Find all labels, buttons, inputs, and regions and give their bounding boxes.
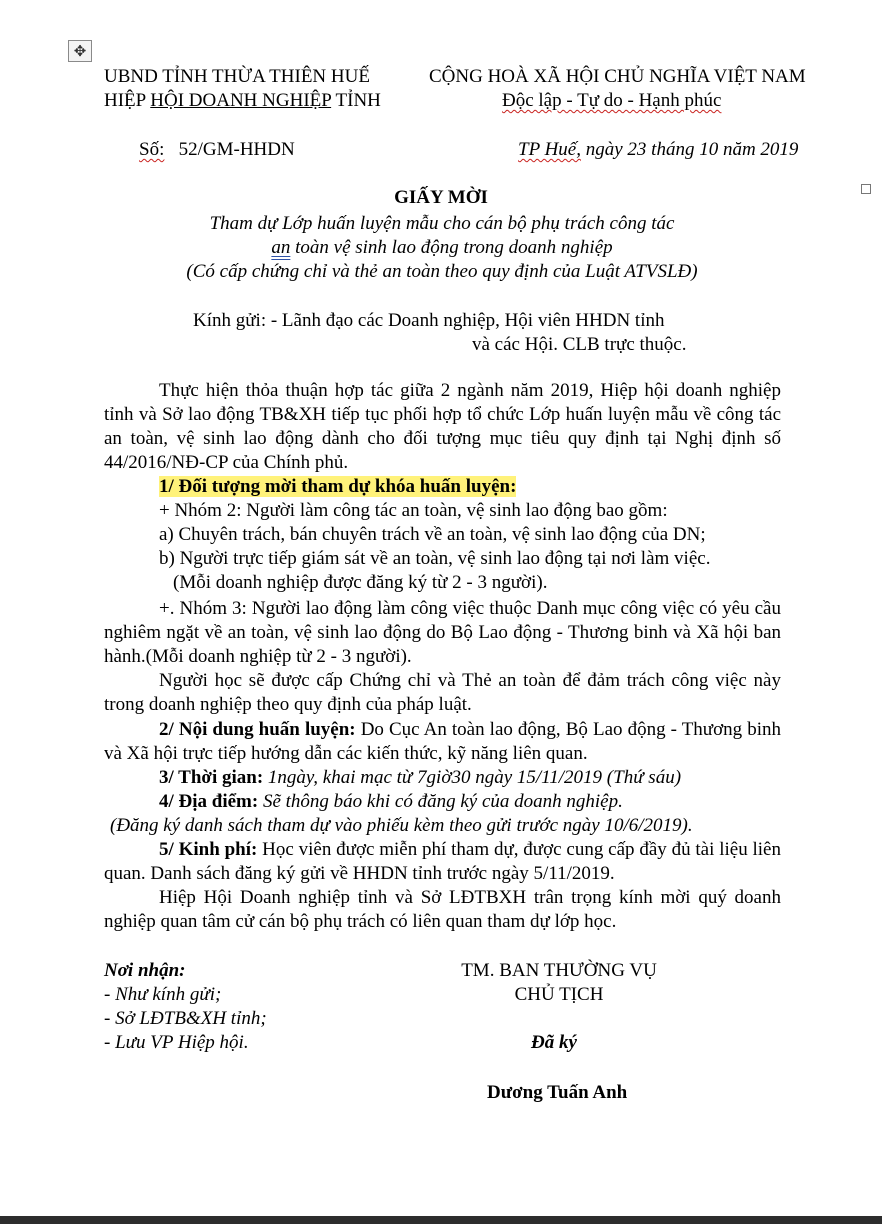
section-2-paragraph (104, 718, 781, 766)
section-3-text: 1ngày, khai mạc từ 7giờ30 ngày 15/11/2019 (Thứ sáu) (263, 767, 682, 788)
section-4-note: (Đăng ký danh sách tham dự vào phiếu kèm theo gửi trước ngày 10/6/2019). (110, 815, 693, 836)
doc-subtitle-2-rest: toàn vệ sinh lao động trong doanh nghiệp (290, 237, 613, 258)
group-2-note: (Mỗi doanh nghiệp được đăng ký từ 2 - 3 người). (173, 572, 548, 593)
group-2-item-a: a) Chuyên trách, bán chuyên trách về an toàn, vệ sinh lao động của DN; (159, 524, 706, 545)
section-5-text: Học viên được miễn phí tham dự, được cung cấp đầy đủ tài liệu liên quan. Danh sách đăng ký gửi về HHDN tỉnh trước ngày 5/11/2019. (104, 839, 781, 884)
group-2-item-b: b) Người trực tiếp giám sát về an toàn, vệ sinh lao động tại nơi làm việc. (159, 548, 711, 569)
issuer-line-2-prefix: HIỆP (104, 90, 151, 111)
recipient-item: - Sở LĐTB&XH tỉnh; (104, 1008, 267, 1029)
doc-subtitle-1: Tham dự Lớp huấn luyện mẫu cho cán bộ phụ trách công tác (209, 213, 675, 234)
doc-date-text: ngày 23 tháng 10 năm 2019 (580, 139, 799, 160)
recipients-line-2 (472, 333, 686, 357)
section-1-heading (159, 475, 516, 499)
section-2-text: Do Cục An toàn lao động, Bộ Lao động - Thương binh và Xã hội trực tiếp hướng dẫn các kiến thức, kỹ năng liên quan. (104, 719, 781, 764)
signer-name (487, 1081, 627, 1105)
signature-title-1: TM. BAN THƯỜNG VỤ (461, 960, 657, 981)
doc-subtitle-2-an: an (271, 237, 291, 258)
section-4-line (159, 790, 623, 814)
section-3-label: 3/ Thời gian: (159, 767, 264, 788)
doc-subtitle-2 (0, 236, 882, 260)
section-5-paragraph (104, 838, 781, 886)
group-3-paragraph: +. Nhóm 3: Người lao động làm công việc thuộc Danh mục công việc có yêu cầu nghiêm ngặt về an toàn, vệ sinh lao động do Bộ Lao động - Thương binh và Xã hội ban hành.(Mỗi doanh nghiệp từ 2 - 3 người). (104, 598, 781, 667)
doc-place: TP Huế, (518, 139, 581, 160)
move-handle-icon[interactable]: ✥ (68, 40, 92, 62)
issuer-line-2 (104, 89, 381, 113)
doc-number-label: Số: (139, 139, 165, 160)
recipients-line-1: Kính gửi: - Lãnh đạo các Doanh nghiệp, Hội viên HHDN tỉnh (193, 310, 665, 331)
signer-name-text: Dương Tuấn Anh (487, 1082, 628, 1103)
window-bottom-bar (0, 1216, 882, 1224)
section-2-label: 2/ Nội dung huấn luyện: (159, 719, 356, 740)
issuer-line-1: UBND TỈNH THỪA THIÊN HUẾ (104, 66, 370, 87)
recipient-item: - Như kính gửi; (104, 984, 222, 1005)
doc-number (139, 138, 295, 162)
section-4-text: Sẽ thông báo khi có đăng ký của doanh nghiệp. (258, 791, 623, 812)
section-1-heading-text: 1/ Đối tượng mời tham dự khóa huấn luyện: (159, 476, 517, 497)
section-5-label: 5/ Kinh phí: (159, 839, 258, 860)
recipient-item: - Lưu VP Hiệp hội. (104, 1032, 249, 1053)
section-3-line (159, 766, 681, 790)
nation-line: CỘNG HOÀ XÃ HỘI CHỦ NGHĨA VIỆT NAM (429, 66, 806, 87)
closing-paragraph: Hiệp Hội Doanh nghiệp tỉnh và Sở LĐTBXH trân trọng kính mời quý doanh nghiệp quan tâm cử cán bộ phụ trách có liên quan tham dự lớp học. (104, 887, 781, 932)
section-4-label: 4/ Địa điểm: (159, 791, 259, 812)
doc-title: GIẤY MỜI (394, 187, 488, 208)
signature-title-2: CHỦ TỊCH (514, 984, 604, 1005)
motto-line: Độc lập - Tự do - Hạnh phúc (502, 90, 722, 111)
issuer-line-2-underlined: HỘI DOANH NGHIỆP (150, 90, 332, 111)
doc-subtitle-3: (Có cấp chứng chỉ và thẻ an toàn theo quy định của Luật ATVSLĐ) (186, 261, 698, 282)
issuer-line-2-suffix: TỈNH (331, 90, 381, 111)
certificate-paragraph: Người học sẽ được cấp Chứng chỉ và Thẻ an toàn để đảm trách công việc này trong doanh nghiệp theo quy định của pháp luật. (104, 670, 781, 715)
doc-date (518, 138, 798, 162)
recipients-line-2-text: và các Hội. CLB trực thuộc. (472, 334, 687, 355)
group-2-line: + Nhóm 2: Người làm công tác an toàn, vệ sinh lao động bao gồm: (159, 500, 668, 521)
signed-mark: Đã ký (531, 1032, 577, 1053)
recipients-heading: Nơi nhận: (104, 960, 186, 981)
intro-paragraph: Thực hiện thỏa thuận hợp tác giữa 2 ngành năm 2019, Hiệp hội doanh nghiệp tỉnh và Sở lao động TB&XH tiếp tục phối hợp tổ chức Lớp huấn luyện mẫu về công tác an toàn, vệ sinh lao động dành cho đối tượng mục tiêu quy định tại Nghị định số 44/2016/NĐ-CP của Chính phủ. (104, 380, 781, 473)
doc-number-value: 52/GM-HHDN (178, 139, 295, 160)
